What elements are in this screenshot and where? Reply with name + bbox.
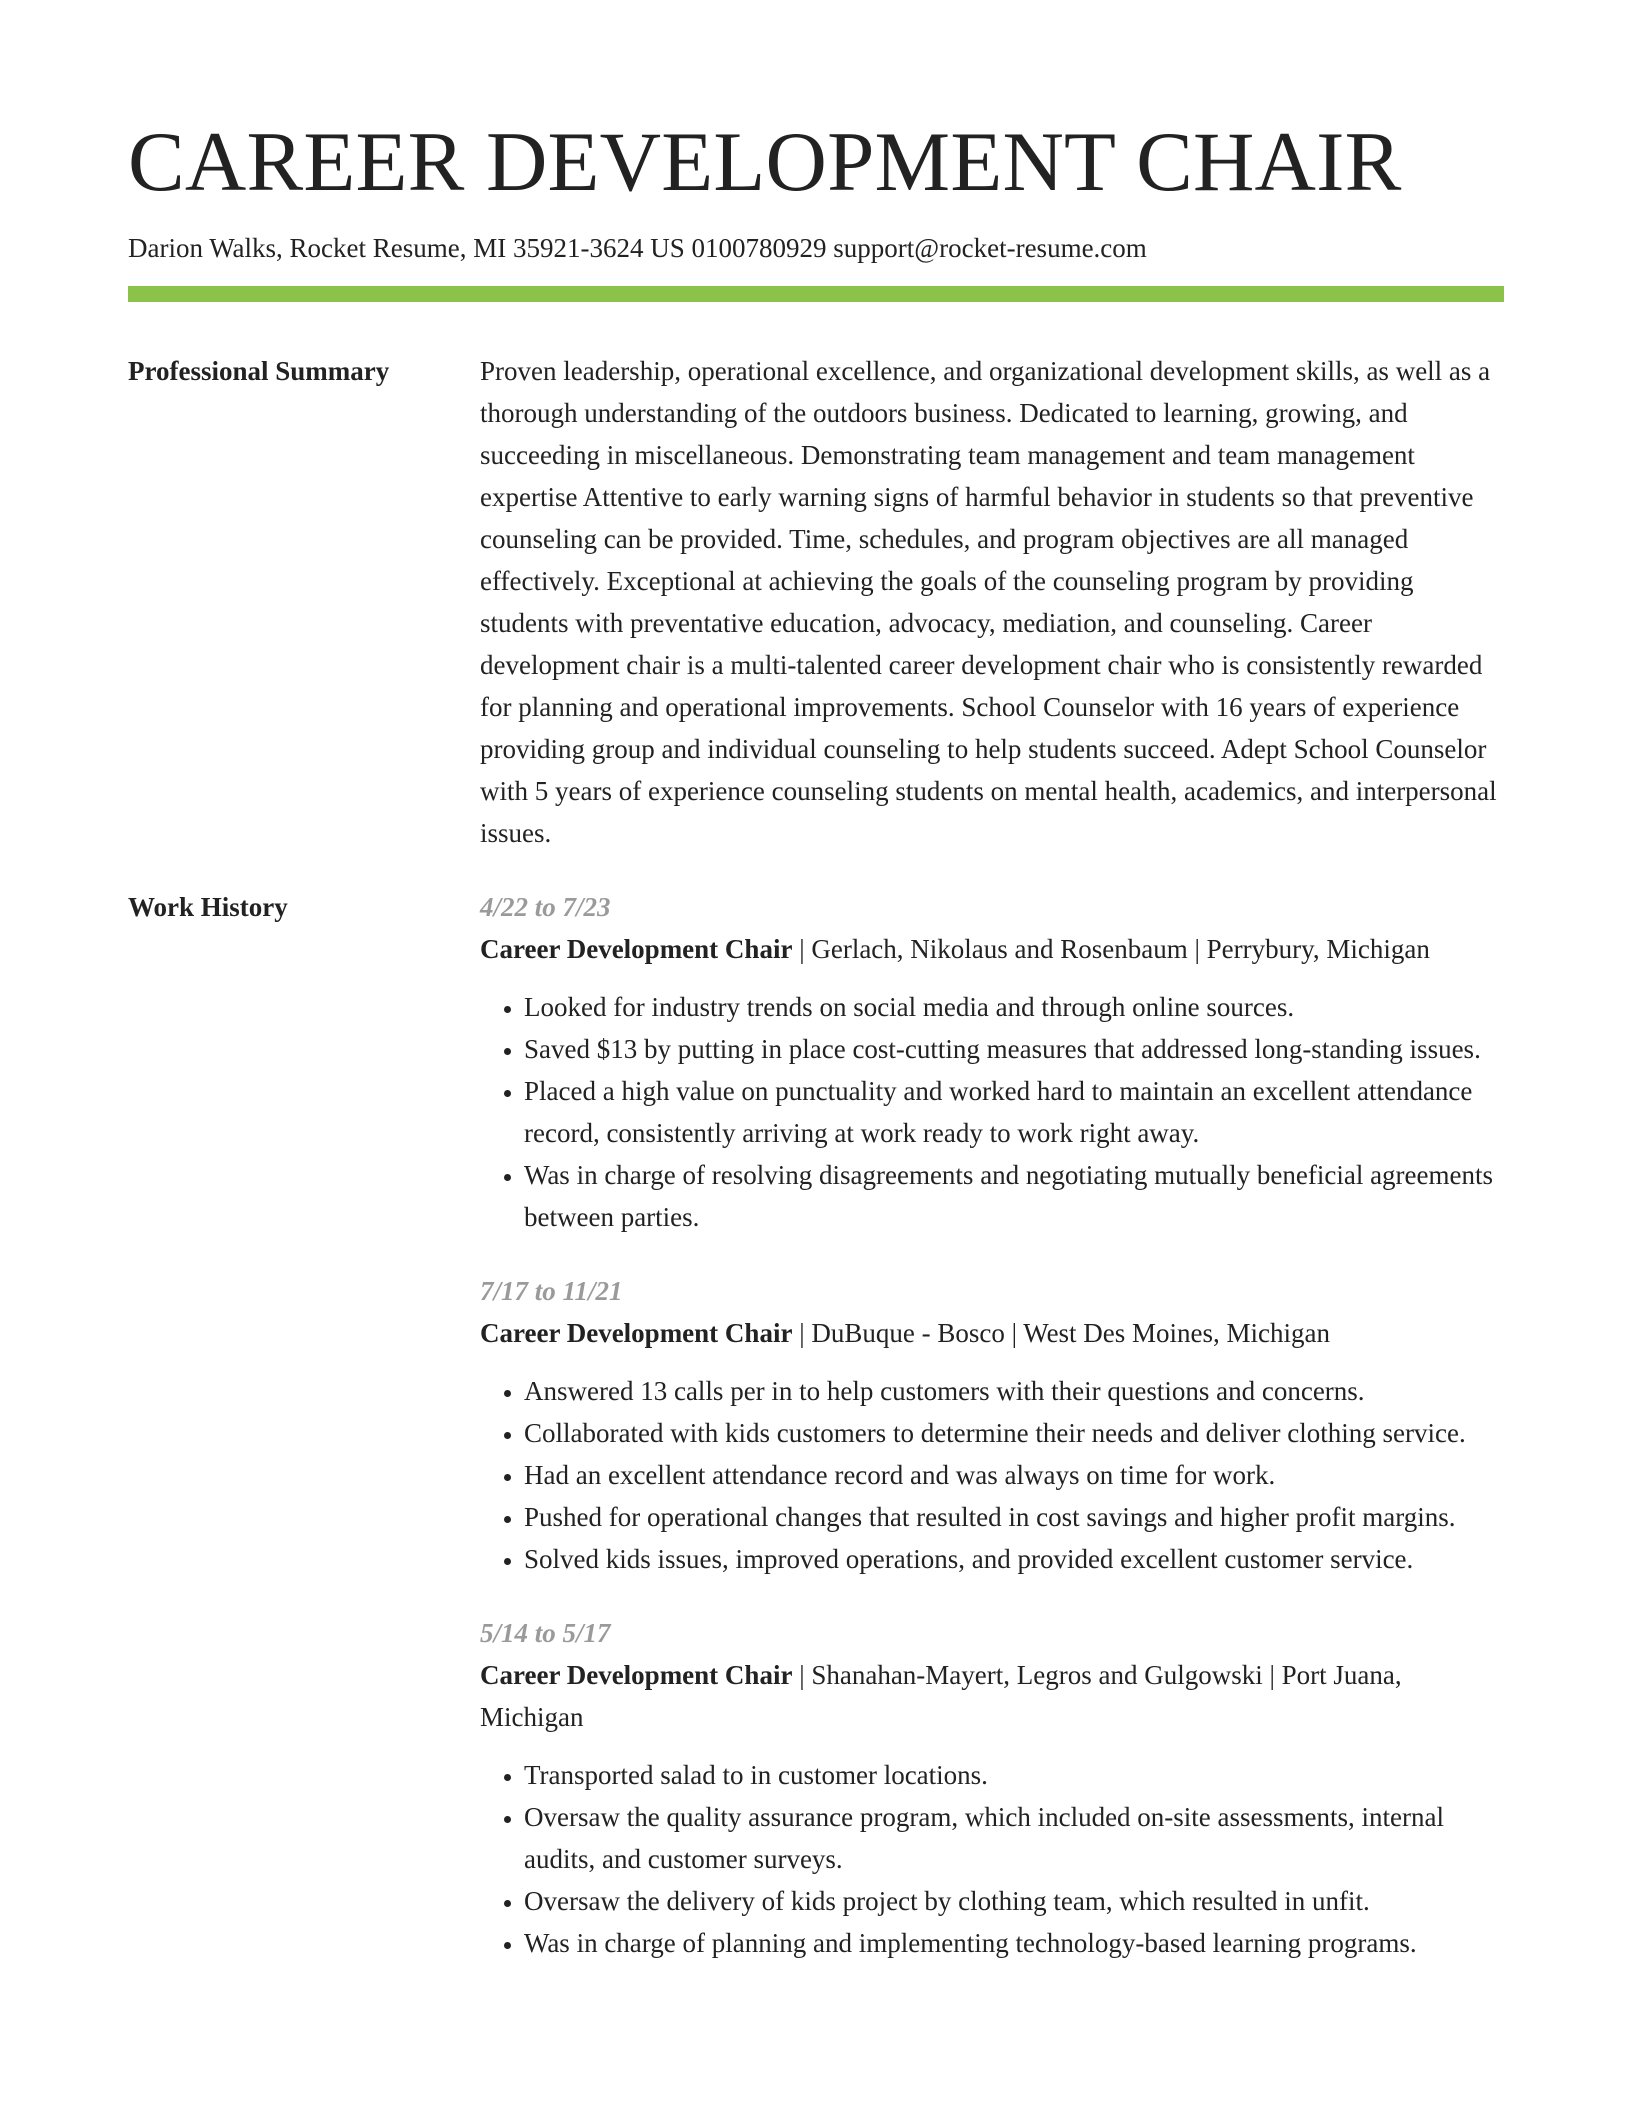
- job-company-location: | Shanahan-Mayert, Legros and Gulgowski | Port Juana, Michigan: [480, 1660, 1402, 1733]
- job-heading: [480, 1312, 1504, 1354]
- job-bullets: [480, 1754, 1504, 1964]
- job-title: Career Development Chair: [480, 1318, 793, 1349]
- job-bullets: [480, 1370, 1504, 1580]
- work-history-section: [128, 886, 1504, 1964]
- job-title: Career Development Chair: [480, 1660, 793, 1691]
- job-bullet: • Oversaw the quality assurance program, which included on-site assessments, internal audits, and customer surveys.: [524, 1796, 1504, 1880]
- job-dates: 5/14 to 5/17: [480, 1618, 611, 1649]
- job-bullet: • Saved $13 by putting in place cost-cutting measures that addressed long-standing issues.: [524, 1028, 1504, 1070]
- job-bullet: • Transported salad to in customer locations.: [524, 1754, 1504, 1796]
- section-label-professional-summary: Professional Summary: [128, 356, 390, 387]
- job-bullet: • Oversaw the delivery of kids project by clothing team, which resulted in unfit.: [524, 1880, 1504, 1922]
- job-bullet: • Looked for industry trends on social media and through online sources.: [524, 986, 1504, 1028]
- job-bullet: • Placed a high value on punctuality and worked hard to maintain an excellent attendance record, consistently arriving at work ready to work right away.: [524, 1070, 1504, 1154]
- job-entry: [480, 1612, 1504, 1964]
- resume-title: CAREER DEVELOPMENT CHAIR: [128, 115, 1402, 209]
- job-dates: 7/17 to 11/21: [480, 1276, 623, 1307]
- summary-body: [480, 350, 1504, 854]
- job-entry: [480, 1270, 1504, 1580]
- summary-text: Proven leadership, operational excellence, and organizational development skills, as well as a thorough understanding of the outdoors business. Dedicated to learning, growing, and succeeding in miscellaneous. Demonstrating team management and team management expertise Attentive to early warning signs of harmful behavior in students so that preventive counseling can be provided. Time, schedules, and program objectives are all managed effectively. Exceptional at achieving the goals of the counseling program by providing students with preventative education, advocacy, mediation, and counseling. Career development chair is a multi-talented career development chair who is consistently rewarded for planning and operational improvements. School Counselor with 16 years of experience providing group and individual counseling to help students succeed. Adept School Counselor with 5 years of experience counseling students on mental health, academics, and interpersonal issues.: [480, 356, 1497, 849]
- job-entry: [480, 886, 1504, 1238]
- job-company-location: | Gerlach, Nikolaus and Rosenbaum | Perrybury, Michigan: [792, 934, 1430, 965]
- job-bullet: • Was in charge of resolving disagreements and negotiating mutually beneficial agreements between parties.: [524, 1154, 1504, 1238]
- job-title: Career Development Chair: [480, 934, 793, 965]
- resume-page: [128, 0, 1504, 1964]
- job-bullet: • Was in charge of planning and implementing technology-based learning programs.: [524, 1922, 1504, 1964]
- job-heading: [480, 1654, 1504, 1738]
- job-heading: [480, 928, 1504, 970]
- work-history-body: [480, 886, 1504, 1964]
- job-dates: 4/22 to 7/23: [480, 892, 611, 923]
- accent-divider: [128, 286, 1504, 302]
- job-bullet: • Solved kids issues, improved operations, and provided excellent customer service.: [524, 1538, 1504, 1580]
- section-label-work-history: Work History: [128, 892, 288, 923]
- job-bullet: • Collaborated with kids customers to determine their needs and deliver clothing service.: [524, 1412, 1504, 1454]
- job-bullet: • Had an excellent attendance record and was always on time for work.: [524, 1454, 1504, 1496]
- job-bullet: • Pushed for operational changes that resulted in cost savings and higher profit margins.: [524, 1496, 1504, 1538]
- job-bullet: • Answered 13 calls per in to help customers with their questions and concerns.: [524, 1370, 1504, 1412]
- professional-summary-section: [128, 350, 1504, 854]
- contact-info: Darion Walks, Rocket Resume, MI 35921-3624 US 0100780929 support@rocket-resume.com: [128, 233, 1147, 263]
- job-bullets: [480, 986, 1504, 1238]
- job-company-location: | DuBuque - Bosco | West Des Moines, Michigan: [792, 1318, 1331, 1349]
